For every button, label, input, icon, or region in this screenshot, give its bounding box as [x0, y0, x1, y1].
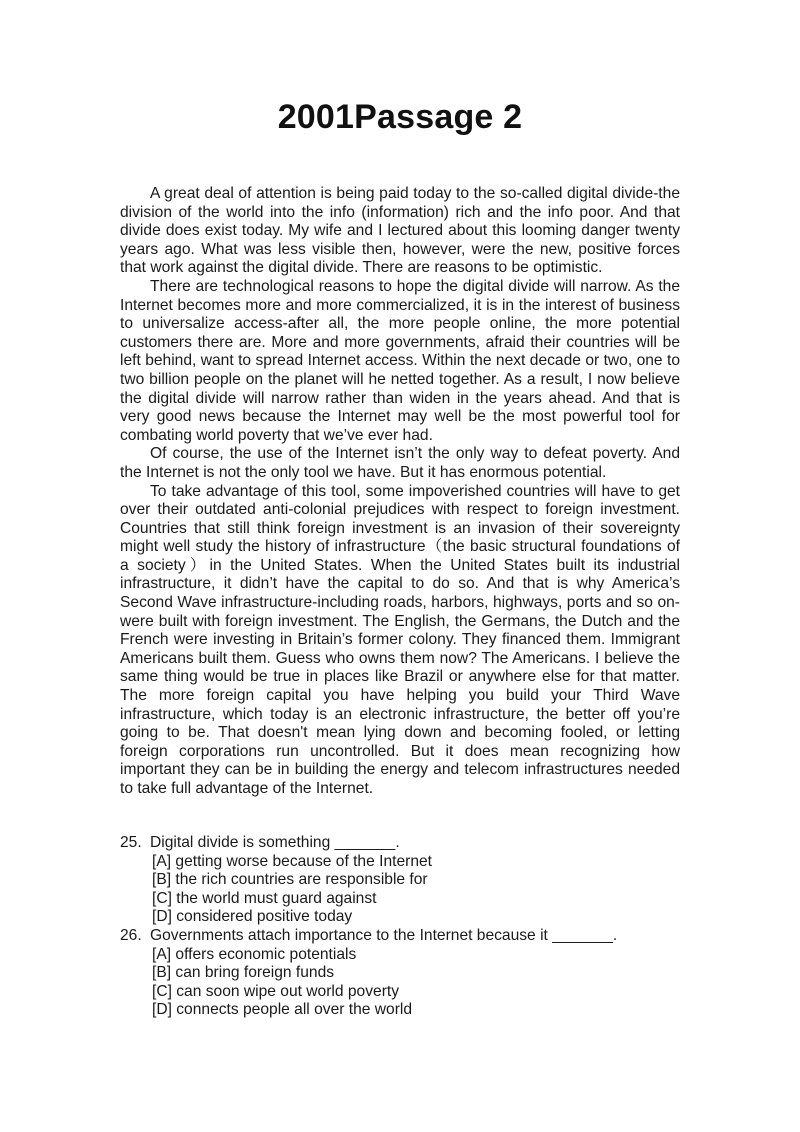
option-b: [B] the rich countries are responsible for: [152, 871, 428, 889]
reading-passage: [120, 185, 680, 799]
question-number: 25.: [120, 834, 142, 851]
option-b: [B] can bring foreign funds: [152, 964, 335, 982]
question-stem: [120, 927, 680, 946]
question-26: [120, 927, 680, 1020]
option-c: [C] the world must guard against: [152, 889, 377, 907]
question-number: 26.: [120, 926, 142, 944]
option-a: [A] getting worse because of the Internet: [152, 852, 432, 870]
passage-paragraph-3: Of course, the use of the Internet isn’t the only way to defeat poverty. And the Internet is not the only tool we have. But it has enormous potential.: [120, 445, 680, 481]
option-d: [D] connects people all over the world: [152, 1001, 413, 1019]
passage-paragraph-2: There are technological reasons to hope the digital divide will narrow. As the Internet becomes more and more commercialized, it is in the interest of business to universalize access-after all, the more people online, the more potential customers there are. More and more governments, afraid their countries will be left behind, want to spread Internet access. Within the next decade or two, one to two billion people on the planet will he netted together. As a result, I now believe the digital divide will narrow rather than widen in the years ahead. And that is very good news because the Internet may well be the most powerful tool for combating world poverty that we’ve ever had.: [120, 277, 680, 444]
page-title: 2001Passage 2: [277, 98, 523, 136]
question-stem: [120, 834, 680, 853]
question-text: Governments attach importance to the Internet because it _______.: [150, 926, 618, 944]
question-text: Digital divide is something _______.: [150, 834, 400, 851]
option-c: [C] can soon wipe out world poverty: [152, 982, 400, 1000]
passage-paragraph-4: To take advantage of this tool, some impoverished countries will have to get over their outdated anti-colonial prejudices with respect to foreign investment. Countries that still think foreign investment is an invasion of their sovereignty might well study the history of infrastructure（the basic structural foundations of a society）in the United States. When the United States built its industrial infrastructure, it didn’t have the capital to do so. And that is why America’s Second Wave infrastructure-including roads, harbors, highways, ports and so on-were built with foreign investment. The English, the Germans, the Dutch and the French were investing in Britain’s former colony. They financed them. Immigrant Americans built them. Guess who owns them now? The Americans. I believe the same thing would be true in places like Brazil or anywhere else for that matter. The more foreign capital you have helping you build your Third Wave infrastructure, which today is an electronic infrastructure, the better off you’re going to be. That doesn't mean lying down and becoming fooled, or letting foreign corporations run uncontrolled. But it does mean recognizing how important they can be in building the energy and telecom infrastructures needed to take full advantage of the Internet.: [120, 482, 680, 797]
option-a: [A] offers economic potentials: [152, 945, 357, 963]
option-d: [D] considered positive today: [152, 908, 353, 926]
question-list: [120, 834, 680, 1020]
passage-paragraph-1: A great deal of attention is being paid today to the so-called digital divide-the division of the world into the info (information) rich and the info poor. And that divide does exist today. My wife and I lectured about this looming danger twenty years ago. What was less visible then, however, were the new, positive forces that work against the digital divide. There are reasons to be optimistic.: [120, 185, 680, 277]
question-25: [120, 834, 680, 927]
